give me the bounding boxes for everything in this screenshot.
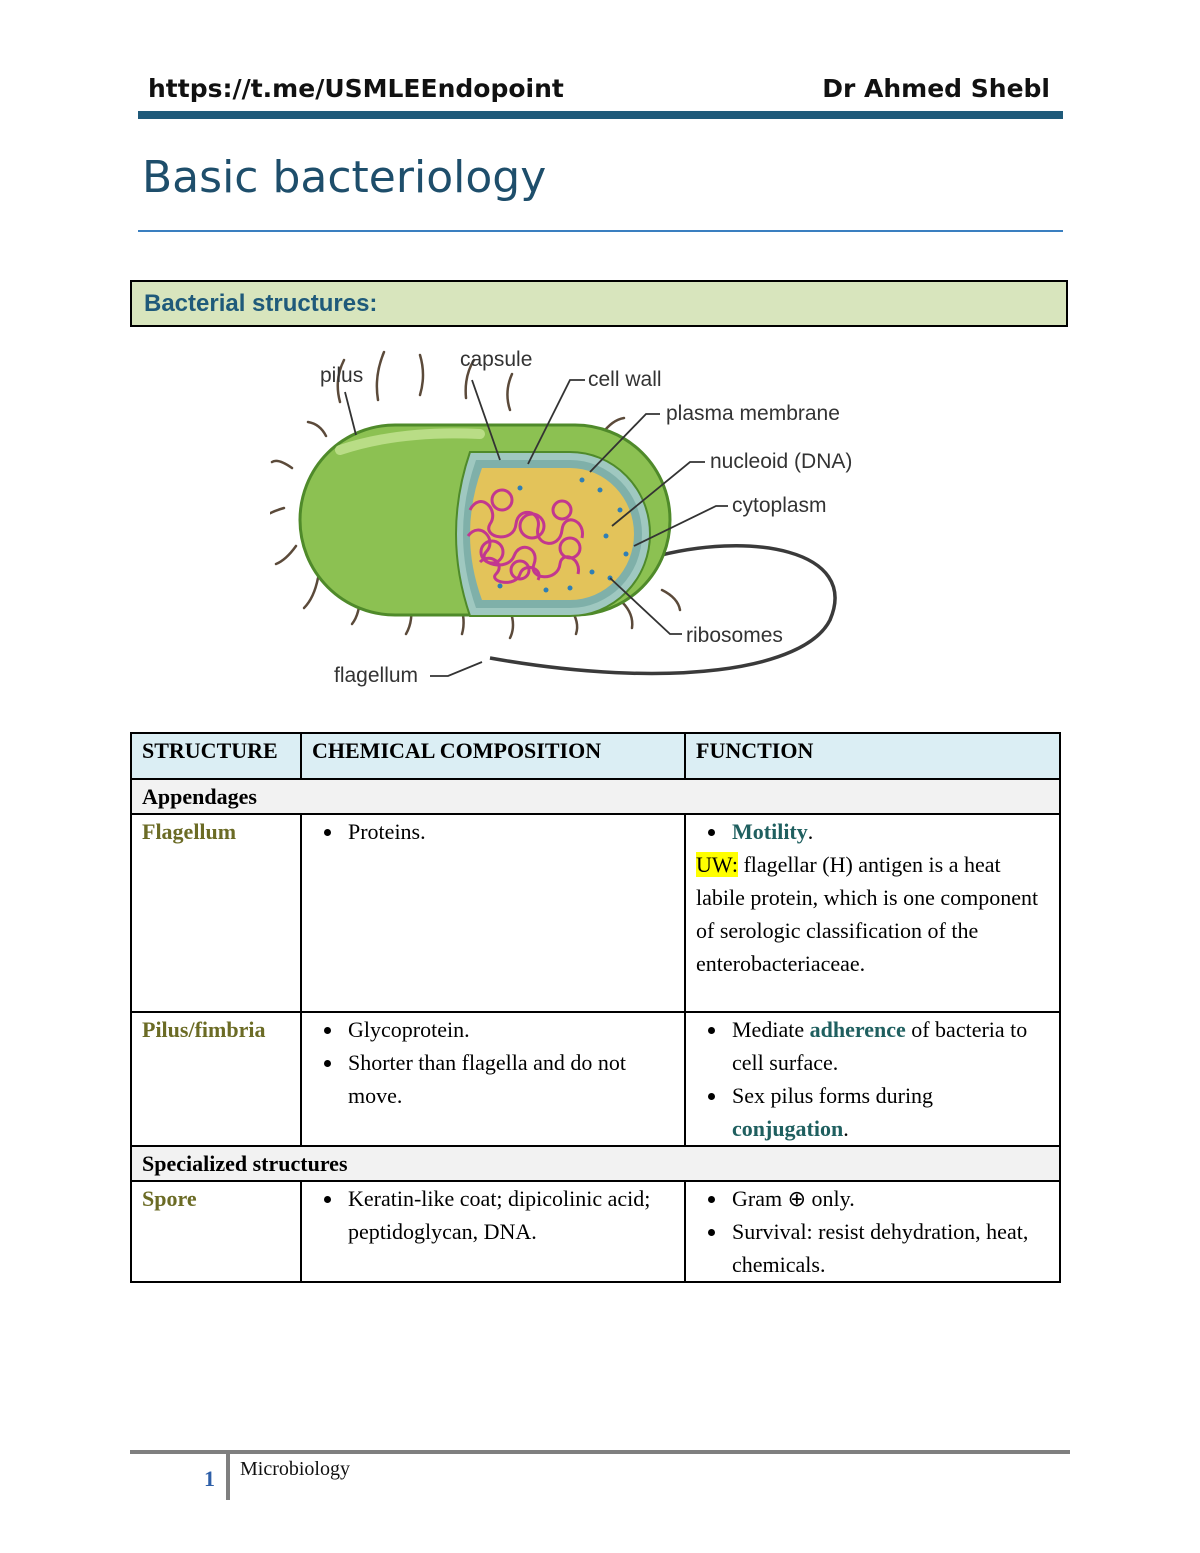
composition-cell xyxy=(301,1181,685,1282)
label-ribosomes: ribosomes xyxy=(686,624,783,647)
list-item: • Proteins. xyxy=(344,815,674,848)
group-row-specialized xyxy=(131,1146,1060,1181)
function-cell xyxy=(685,814,1060,1012)
table-row-flagellum xyxy=(131,814,1060,1012)
header-link[interactable]: https://t.me/USMLEEndopoint xyxy=(148,74,564,103)
keyword-motility: Motility xyxy=(732,819,808,844)
list-item xyxy=(728,815,1049,848)
section-heading: Bacterial structures: xyxy=(144,290,378,317)
page-title: Basic bacteriology xyxy=(142,152,547,203)
punctuation: . xyxy=(807,819,814,844)
function-cell xyxy=(685,1181,1060,1282)
list-item: • Survival: resist dehydration, heat, chemicals. xyxy=(728,1215,1049,1281)
text: of bacteria to cell surface. xyxy=(732,1017,1028,1075)
structure-table xyxy=(130,732,1061,1283)
bacterium-diagram xyxy=(270,340,890,710)
header-structure: STRUCTURE xyxy=(131,733,301,779)
function-cell xyxy=(685,1012,1060,1146)
table-header-row xyxy=(131,733,1060,779)
uw-note-text: flagellar (H) antigen is a heat labile protein, which is one component of serologic classification of the enterobacteriaceae. xyxy=(696,852,1039,976)
label-plasma-membrane: plasma membrane xyxy=(666,402,840,425)
text: Sex pilus forms during xyxy=(732,1083,934,1108)
structure-name: Pilus/fimbria xyxy=(131,1012,301,1146)
structure-name: Spore xyxy=(131,1181,301,1282)
label-capsule: capsule xyxy=(460,348,533,371)
list-item xyxy=(728,1013,1049,1079)
list-item: • Keratin-like coat; dipicolinic acid; peptidoglycan, DNA. xyxy=(344,1182,674,1248)
keyword-adherence: adherence xyxy=(809,1017,906,1042)
table-row-pilus xyxy=(131,1012,1060,1146)
label-cytoplasm: cytoplasm xyxy=(732,494,827,517)
composition-cell xyxy=(301,814,685,1012)
text: . xyxy=(843,1116,849,1141)
label-cell-wall: cell wall xyxy=(588,368,662,391)
footer-rule xyxy=(130,1450,1070,1454)
footer-divider xyxy=(226,1452,230,1500)
group-label: Specialized structures xyxy=(131,1146,1060,1181)
text: Mediate xyxy=(732,1017,810,1042)
composition-cell xyxy=(301,1012,685,1146)
header-author: Dr Ahmed Shebl xyxy=(822,74,1050,103)
list-item: • Glycoprotein. xyxy=(344,1013,674,1046)
label-nucleoid: nucleoid (DNA) xyxy=(710,450,853,473)
keyword-conjugation: conjugation xyxy=(732,1116,844,1141)
list-item: • Gram ⊕ only. xyxy=(728,1182,1049,1215)
group-row-appendages xyxy=(131,779,1060,814)
title-divider xyxy=(138,230,1063,232)
label-flagellum: flagellum xyxy=(334,664,419,687)
structure-name: Flagellum xyxy=(131,814,301,1012)
uw-note xyxy=(696,848,1049,980)
header-rule xyxy=(138,111,1063,119)
header-function: FUNCTION xyxy=(685,733,1060,779)
group-label: Appendages xyxy=(131,779,1060,814)
page-number: 1 xyxy=(204,1466,215,1491)
uw-highlight: UW: xyxy=(696,852,738,877)
section-heading-box xyxy=(130,280,1068,327)
list-item xyxy=(728,1079,1049,1145)
label-pilus: pilus xyxy=(320,364,364,387)
header-composition: CHEMICAL COMPOSITION xyxy=(301,733,685,779)
list-item: • Shorter than flagella and do not move. xyxy=(344,1046,674,1112)
footer-subject: Microbiology xyxy=(240,1458,350,1480)
table-row-spore xyxy=(131,1181,1060,1282)
